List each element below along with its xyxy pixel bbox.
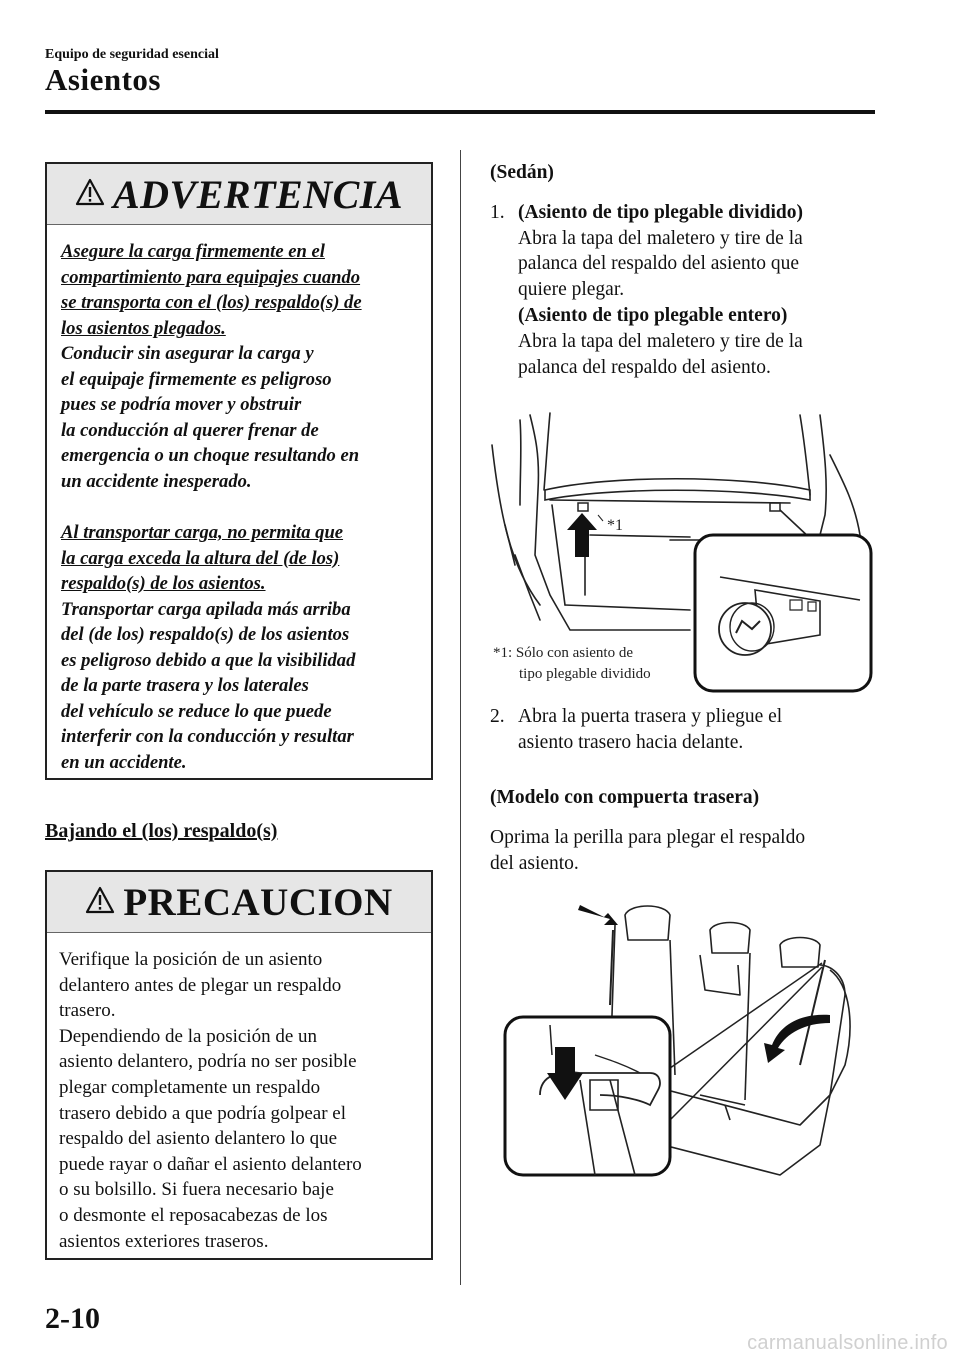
subheading: Bajando el (los) respaldo(s) [45,820,278,842]
step-line: palanca del respaldo del asiento. [518,356,771,378]
figure-caption [493,643,651,685]
warning-body [47,225,431,775]
caution-line: asiento delantero, podría no ser posible [59,1051,357,1073]
step-line: asiento trasero hacia delante. [518,731,744,753]
caution-line: plegar completamente un respaldo [59,1076,321,1098]
warning-text: de la parte trasera y los laterales [61,675,309,696]
page-number: 2-10 [45,1302,100,1335]
caution-line: Dependiendo de la posición de un [59,1025,318,1047]
warning-text: Transportar carga apilada más arriba [61,598,351,620]
warning-box [45,162,433,780]
warning-lead: los asientos plegados. [61,317,226,339]
warning-text: interferir con la conducción y resultar [61,726,354,747]
caution-box [45,870,433,1260]
caution-line: o su bolsillo. Si fuera necesario baje [59,1179,334,1201]
warning-triangle-icon [85,886,115,919]
page-title: Asientos [45,62,161,97]
warning-lead: Asegure la carga firmemente en el [61,241,325,262]
lever-closeup-inset [695,535,871,691]
step-number: 1. [490,201,505,223]
caution-line: puede rayar o dañar el asiento delantero [59,1153,362,1175]
caution-line: delantero antes de plegar un respaldo [59,974,342,996]
figure-marker: *1 [607,517,623,534]
sedan-heading: (Sedán) [490,162,554,183]
caution-header [47,872,431,933]
caution-line: asientos exteriores traseros. [59,1230,269,1252]
hatchback-line: Oprima la perilla para plegar el respaldo [490,826,806,848]
caution-line: respaldo del asiento delantero lo que [59,1128,338,1150]
rear-seat-illustration [500,895,870,1180]
warning-lead: se transporta con el (los) respaldo(s) de [61,292,362,313]
warning-triangle-icon [75,178,105,211]
step-line: quiere plegar. [518,279,625,301]
warning-lead: compartimiento para equipajes cuando [61,266,361,288]
header-rule [45,110,875,114]
step-title: (Asiento de tipo plegable dividido) [518,201,803,223]
caution-title: PRECAUCION [123,880,393,924]
warning-text: del (de los) respaldo(s) de los asientos [61,624,350,645]
step-line: palanca del respaldo del asiento que [518,253,800,275]
warning-lead: respaldo(s) de los asientos. [61,573,266,594]
step-number: 2. [490,706,505,727]
warning-lead: la carga exceda la altura del (de los) [61,547,340,569]
warning-text: del vehículo se reduce lo que puede [61,700,332,722]
warning-text: el equipaje firmemente es peligroso [61,368,332,390]
hatchback-heading: (Modelo con compuerta trasera) [490,787,760,808]
step-line: Abra la tapa del maletero y tire de la [518,227,803,249]
step-line: Abra la tapa del maletero y tire de la [518,330,803,352]
caution-line: trasero. [59,1000,116,1022]
warning-text: un accidente inesperado. [61,470,252,492]
step-title: (Asiento de tipo plegable entero) [518,304,788,326]
warning-lead: Al transportar carga, no permita que [61,522,344,543]
caution-line: o desmonte el reposacabezas de los [59,1204,328,1226]
watermark: carmanualsonline.info [747,1332,948,1354]
warning-text: pues se podría mover y obstruir [61,394,302,415]
warning-title: ADVERTENCIA [112,171,404,217]
hatchback-line: del asiento. [490,852,579,874]
warning-text: es peligroso debido a que la visibilidad [61,649,356,671]
column-divider [460,150,461,1285]
caption-line: tipo plegable dividido [519,666,651,682]
section-label: Equipo de seguridad esencial [45,47,219,62]
caption-line: *1: Sólo con asiento de [493,645,633,661]
knob-closeup-inset [505,1017,670,1175]
caution-line: Verifique la posición de un asiento [59,949,323,970]
step-1 [490,200,890,381]
hatchback-section [490,785,890,876]
step-2 [490,704,890,756]
sedan-section [490,160,890,380]
warning-header [47,164,431,225]
caution-body [47,933,431,1254]
warning-text: emergencia o un choque resultando en [61,445,360,466]
warning-text: en un accidente. [61,751,187,773]
warning-text: Conducir sin asegurar la carga y [61,343,314,364]
warning-text: la conducción al querer frenar de [61,419,319,441]
step-line: Abra la puerta trasera y pliegue el [518,706,783,727]
caution-line: trasero debido a que podría golpear el [59,1102,346,1124]
